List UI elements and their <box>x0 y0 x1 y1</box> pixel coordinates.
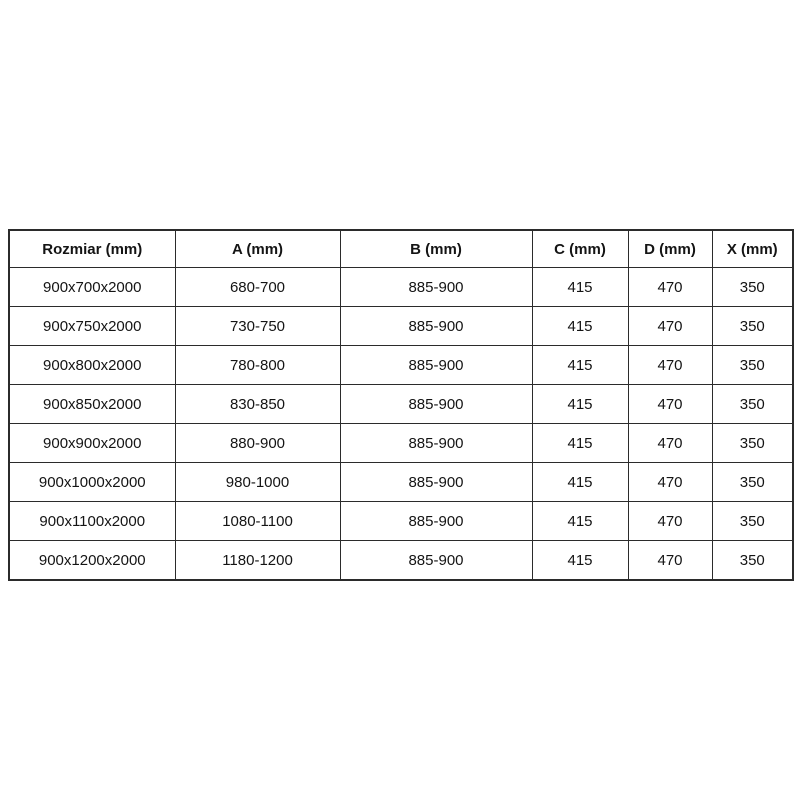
dimensions-table <box>8 229 794 581</box>
column-header: B (mm) <box>340 230 532 268</box>
table-cell: 1180-1200 <box>175 541 340 581</box>
column-header: C (mm) <box>532 230 628 268</box>
table-cell: 350 <box>712 346 793 385</box>
table-cell: 900x900x2000 <box>9 424 175 463</box>
table-cell: 730-750 <box>175 307 340 346</box>
table-cell: 900x850x2000 <box>9 385 175 424</box>
table-cell: 980-1000 <box>175 463 340 502</box>
table-cell: 900x1200x2000 <box>9 541 175 581</box>
table-cell: 470 <box>628 346 712 385</box>
table-cell: 415 <box>532 346 628 385</box>
table-row <box>9 463 793 502</box>
table-cell: 900x1100x2000 <box>9 502 175 541</box>
table-cell: 415 <box>532 424 628 463</box>
table-cell: 1080-1100 <box>175 502 340 541</box>
table-cell: 470 <box>628 268 712 307</box>
table-cell: 885-900 <box>340 502 532 541</box>
table-cell: 780-800 <box>175 346 340 385</box>
table-cell: 415 <box>532 463 628 502</box>
table-cell: 415 <box>532 268 628 307</box>
table-cell: 470 <box>628 463 712 502</box>
table-cell: 415 <box>532 385 628 424</box>
table-cell: 350 <box>712 307 793 346</box>
table-cell: 885-900 <box>340 541 532 581</box>
table-row <box>9 346 793 385</box>
column-header: A (mm) <box>175 230 340 268</box>
table-header-row <box>9 230 793 268</box>
table-cell: 885-900 <box>340 385 532 424</box>
table-cell: 885-900 <box>340 307 532 346</box>
table-cell: 350 <box>712 424 793 463</box>
table-row <box>9 424 793 463</box>
table-cell: 900x1000x2000 <box>9 463 175 502</box>
table-cell: 350 <box>712 502 793 541</box>
table-cell: 470 <box>628 307 712 346</box>
table-cell: 885-900 <box>340 424 532 463</box>
table-cell: 885-900 <box>340 463 532 502</box>
table-cell: 350 <box>712 385 793 424</box>
table-row <box>9 385 793 424</box>
table-cell: 830-850 <box>175 385 340 424</box>
table-row <box>9 541 793 581</box>
table-cell: 880-900 <box>175 424 340 463</box>
table-cell: 350 <box>712 463 793 502</box>
table-cell: 415 <box>532 502 628 541</box>
table-cell: 470 <box>628 385 712 424</box>
column-header: X (mm) <box>712 230 793 268</box>
table-cell: 470 <box>628 424 712 463</box>
table-cell: 470 <box>628 502 712 541</box>
table-row <box>9 307 793 346</box>
table-cell: 900x800x2000 <box>9 346 175 385</box>
table-cell: 900x750x2000 <box>9 307 175 346</box>
table-cell: 415 <box>532 541 628 581</box>
table-cell: 900x700x2000 <box>9 268 175 307</box>
column-header: D (mm) <box>628 230 712 268</box>
table-cell: 350 <box>712 268 793 307</box>
table-cell: 350 <box>712 541 793 581</box>
table-header <box>9 230 793 268</box>
table-cell: 885-900 <box>340 346 532 385</box>
table-cell: 415 <box>532 307 628 346</box>
table-cell: 885-900 <box>340 268 532 307</box>
table-body <box>9 268 793 581</box>
table-row <box>9 502 793 541</box>
column-header: Rozmiar (mm) <box>9 230 175 268</box>
table-cell: 680-700 <box>175 268 340 307</box>
table-row <box>9 268 793 307</box>
table-cell: 470 <box>628 541 712 581</box>
